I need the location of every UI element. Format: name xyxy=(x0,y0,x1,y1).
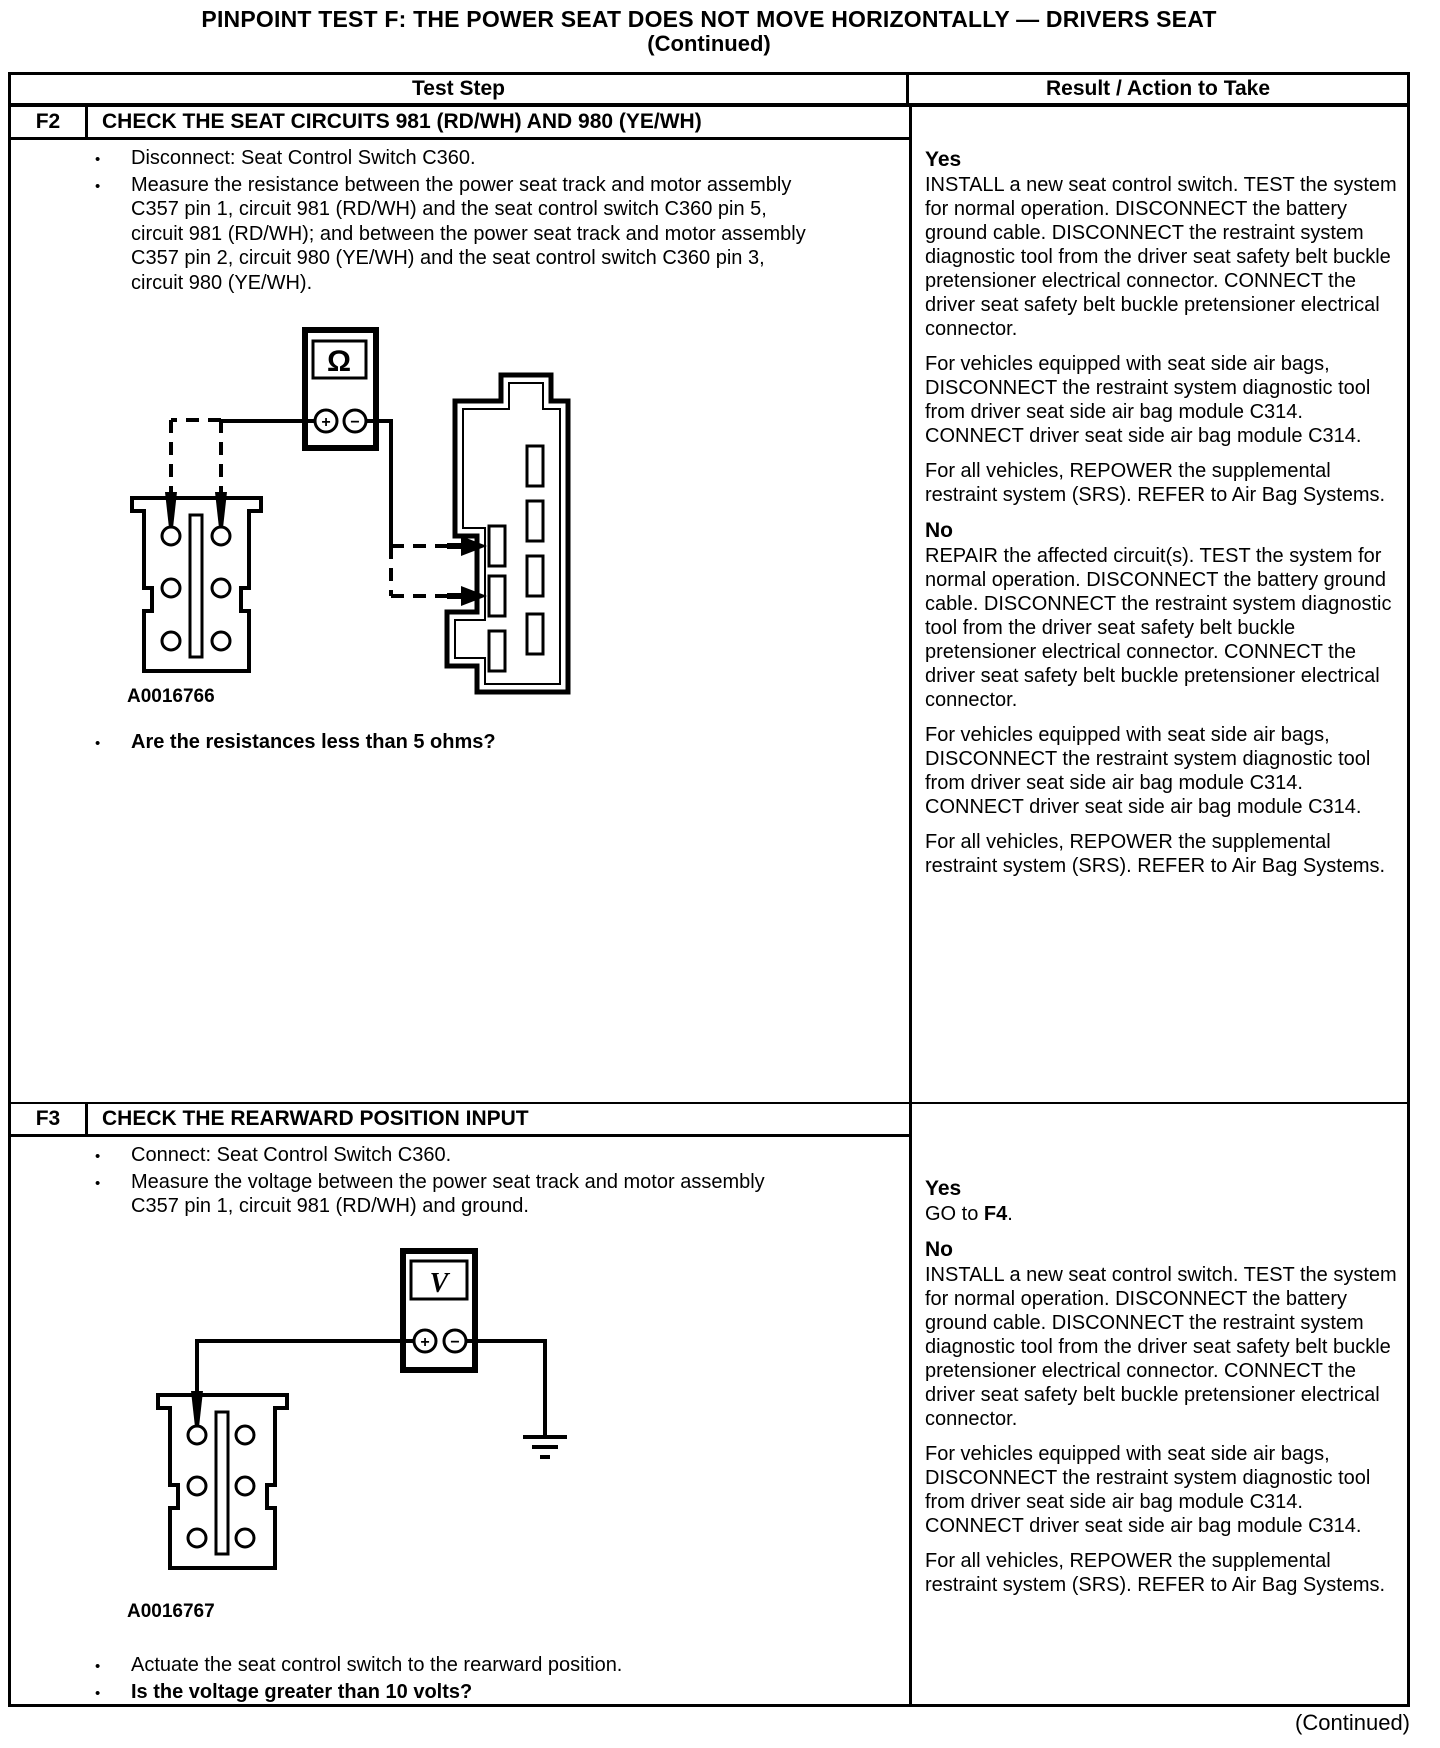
f3-question: Is the voltage greater than 10 volts? xyxy=(131,1680,473,1703)
bullet-icon xyxy=(95,173,131,296)
f2-no-paragraph: For vehicles equipped with seat side air bags, DISCONNECT the restraint system diagnostic tool from driver seat side air bag module C314. CONNECT driver seat side air bag module C314. xyxy=(925,724,1371,818)
list-item xyxy=(95,1680,811,1705)
f3-post-bullet: Actuate the seat control switch to the rearward position. xyxy=(131,1654,623,1676)
ground-icon xyxy=(523,1437,567,1457)
f2-yes-paragraph: For vehicles equipped with seat side air bags, DISCONNECT the restraint system diagnostic tool from driver seat side air bag module C314. CONNECT driver seat side air bag module C314. xyxy=(925,353,1371,447)
continued-footer: (Continued) xyxy=(1295,1710,1410,1735)
f2-bullet-1: Disconnect: Seat Control Switch C360. xyxy=(131,147,476,169)
table-header-row xyxy=(11,75,1407,107)
f2-yes-paragraph: INSTALL a new seat control switch. TEST the system for normal operation. DISCONNECT the battery ground cable. DISCONNECT the restraint system diagnostic tool from the driver seat safety belt buckle pretensioner electrical connector. CONNECT the driver seat safety belt buckle pretensioner electrical connector. xyxy=(925,174,1397,340)
f3-bullet-1: Connect: Seat Control Switch C360. xyxy=(131,1144,452,1166)
table-row-f3 xyxy=(11,1102,1407,1704)
f2-bullet-2: Measure the resistance between the power seat track and motor assembly C357 pin 1, circuit 981 (RD/WH) and the seat control switch C360 pin 5, circuit 981 (RD/WH); and between the power seat track and motor assembly C357 pin 2, circuit 980 (YE/WH) and the seat control switch C360 pin 3, circuit 980 (YE/WH). xyxy=(131,173,806,294)
f3-no-paragraph: INSTALL a new seat control switch. TEST the system for normal operation. DISCONNECT the battery ground cable. DISCONNECT the restraint system diagnostic tool from the driver seat safety belt buckle pretensioner electrical connector. CONNECT the driver seat safety belt buckle pretensioner electrical connector. xyxy=(925,1264,1397,1430)
column-header-test-step: Test Step xyxy=(11,75,909,103)
connector-c360-diagram xyxy=(447,375,568,692)
table-row-f2 xyxy=(11,107,1407,1102)
f2-step-heading: CHECK THE SEAT CIRCUITS 981 (RD/WH) AND 980 (YE/WH) xyxy=(102,110,702,133)
f2-yes-label: Yes xyxy=(925,148,962,171)
ohm-symbol: Ω xyxy=(326,345,352,378)
page-title: PINPOINT TEST F: THE POWER SEAT DOES NOT MOVE HORIZONTALLY — DRIVERS SEAT xyxy=(201,6,1217,32)
f3-yes-goto xyxy=(925,1202,1397,1226)
arrow-icon xyxy=(447,536,487,606)
f2-test-step-cell xyxy=(11,107,912,1102)
f2-step-header xyxy=(11,107,909,140)
f2-circuit-diagram xyxy=(11,296,631,700)
f3-no-label: No xyxy=(925,1238,953,1261)
f2-no-label: No xyxy=(925,519,953,542)
f3-bullet-2: Measure the voltage between the power seat track and motor assembly C357 pin 1, circuit 981 (RD/WH) and ground. xyxy=(131,1170,765,1217)
f2-no-paragraph: REPAIR the affected circuit(s). TEST the system for normal operation. DISCONNECT the battery ground cable. DISCONNECT the restraint system diagnostic tool from the driver seat safety belt buckle pretensioner electrical connector. CONNECT the driver seat safety belt buckle pretensioner electrical connector. xyxy=(925,545,1392,711)
list-item xyxy=(95,146,811,173)
bullet-icon xyxy=(95,1143,131,1170)
f3-step-body xyxy=(11,1137,909,1704)
list-item xyxy=(95,1170,811,1219)
f3-step-heading: CHECK THE REARWARD POSITION INPUT xyxy=(102,1107,529,1130)
minus-terminal-label: − xyxy=(350,414,360,431)
f3-question-list xyxy=(95,1653,811,1704)
f2-no-paragraph: For all vehicles, REPOWER the supplemental restraint system (SRS). REFER to Air Bag Systems. xyxy=(925,831,1386,877)
f3-no-paragraph: For all vehicles, REPOWER the supplemental restraint system (SRS). REFER to Air Bag Systems. xyxy=(925,1550,1386,1596)
goto-prefix: GO to xyxy=(925,1203,984,1225)
ohmmeter-icon xyxy=(305,330,376,448)
f3-circuit-diagram xyxy=(11,1245,631,1593)
f3-bullet-list xyxy=(95,1143,811,1219)
bullet-icon xyxy=(95,1680,131,1705)
f2-question: Are the resistances less than 5 ohms? xyxy=(131,731,496,753)
test-lead-wires xyxy=(197,1341,545,1437)
plus-terminal-label: + xyxy=(321,414,331,431)
goto-target: F4 xyxy=(983,1203,1008,1225)
list-item xyxy=(95,1653,811,1680)
bullet-icon xyxy=(95,146,131,173)
f2-step-id: F2 xyxy=(11,107,88,137)
f3-step-header xyxy=(11,1104,909,1137)
pinpoint-test-table xyxy=(8,72,1410,1707)
voltmeter-icon xyxy=(403,1251,475,1370)
list-item xyxy=(95,1143,811,1170)
f3-no-paragraph: For vehicles equipped with seat side air bags, DISCONNECT the restraint system diagnostic tool from driver seat side air bag module C314. CONNECT driver seat side air bag module C314. xyxy=(925,1443,1371,1537)
bullet-icon xyxy=(95,1170,131,1219)
goto-suffix: . xyxy=(1007,1203,1013,1225)
column-header-result-action: Result / Action to Take xyxy=(1045,77,1271,100)
figure-label: A0016767 xyxy=(127,1601,215,1622)
f3-step-id: F3 xyxy=(11,1104,88,1134)
f2-yes-paragraph: For all vehicles, REPOWER the supplemental restraint system (SRS). REFER to Air Bag Systems. xyxy=(925,460,1386,506)
bullet-icon xyxy=(95,1653,131,1680)
connector-c357-diagram xyxy=(158,1395,287,1568)
f2-step-body xyxy=(11,140,909,1102)
f3-test-step-cell xyxy=(11,1104,912,1704)
f2-bullet-list xyxy=(95,146,811,295)
f3-result-cell xyxy=(912,1104,1407,1704)
page-subtitle: (Continued) xyxy=(647,31,771,56)
minus-terminal-label: − xyxy=(450,1334,460,1351)
plus-terminal-label: + xyxy=(420,1334,430,1351)
test-lead-wires xyxy=(171,420,315,492)
f2-question-list xyxy=(95,730,811,757)
list-item xyxy=(95,173,811,296)
connector-c357-diagram xyxy=(132,498,261,671)
bullet-icon xyxy=(95,730,131,757)
list-item xyxy=(95,730,811,757)
f2-result-cell xyxy=(912,107,1407,1102)
volt-symbol: V xyxy=(429,1268,449,1299)
figure-label: A0016766 xyxy=(127,686,215,707)
f3-yes-label: Yes xyxy=(925,1177,962,1200)
